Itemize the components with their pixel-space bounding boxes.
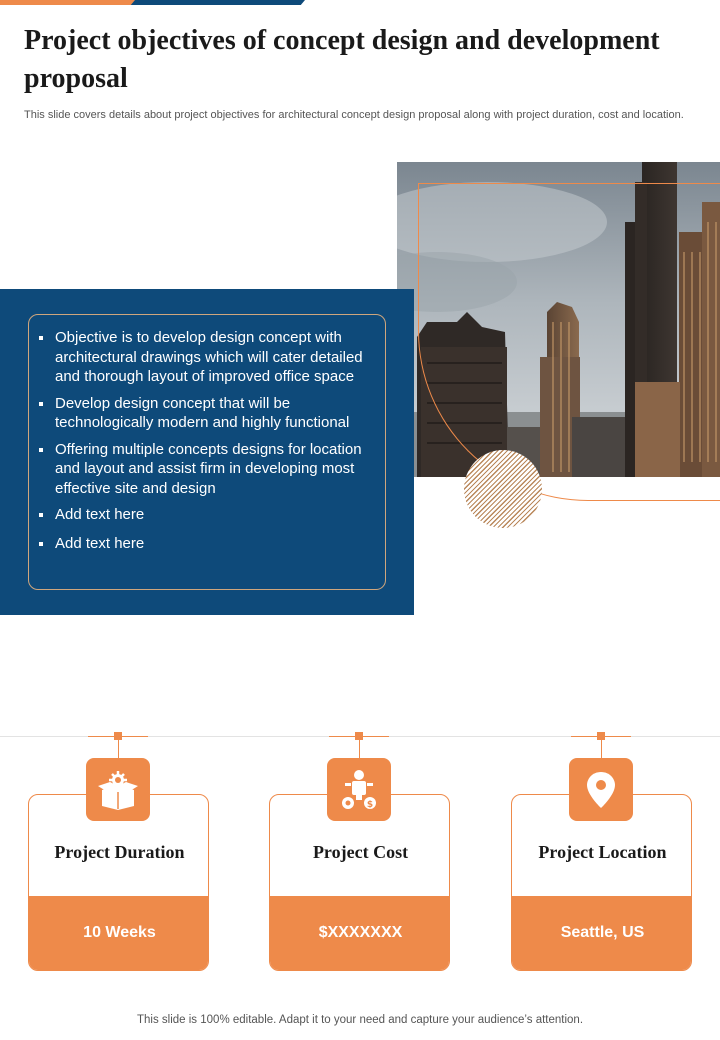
card-connector-dot — [597, 732, 605, 740]
card-connector-dot — [355, 732, 363, 740]
card-connector-stem — [118, 740, 119, 758]
card-value: 10 Weeks — [29, 896, 209, 970]
hatched-circle-decoration — [464, 450, 542, 528]
objective-item: Offering multiple concepts designs for location and layout and assist firm in developing most effective site and design — [39, 440, 375, 499]
objective-item: Add text here — [39, 505, 375, 525]
card-value: $XXXXXXX — [270, 896, 450, 970]
card-project-location — [511, 736, 692, 971]
person-cost-icon — [327, 758, 391, 821]
page-subtitle: This slide covers details about project objectives for architectural concept design proposal along with project duration, cost and location. — [24, 109, 684, 121]
location-pin-icon — [569, 758, 633, 821]
city-skyline-photo — [397, 162, 720, 477]
objective-item: Develop design concept that will be technologically modern and highly functional — [39, 394, 375, 433]
card-label: Project Location — [538, 842, 667, 862]
objectives-list — [39, 328, 375, 553]
card-connector-stem — [601, 740, 602, 758]
objective-item: Add text here — [39, 534, 375, 554]
card-connector-stem — [359, 740, 360, 758]
top-accent-orange — [0, 0, 140, 5]
footer-note: This slide is 100% editable. Adapt it to your need and capture your audience’s attention. — [136, 1014, 584, 1026]
card-label: Project Duration — [54, 842, 185, 862]
card-project-cost — [269, 736, 450, 971]
card-value: Seattle, US — [512, 896, 692, 970]
svg-text:$: $ — [366, 799, 374, 810]
page-title: Project objectives of concept design and development proposal — [24, 25, 660, 94]
objectives-panel — [0, 289, 414, 615]
card-connector-dot — [114, 732, 122, 740]
objective-item: Objective is to develop design concept with architectural drawings which will cater detailed and thorough layout of improved office space — [39, 328, 375, 387]
card-project-duration — [28, 736, 209, 971]
box-gear-icon — [86, 758, 150, 821]
card-label: Project Cost — [312, 842, 409, 862]
objectives-box — [28, 314, 386, 590]
top-accent-blue — [131, 0, 305, 5]
